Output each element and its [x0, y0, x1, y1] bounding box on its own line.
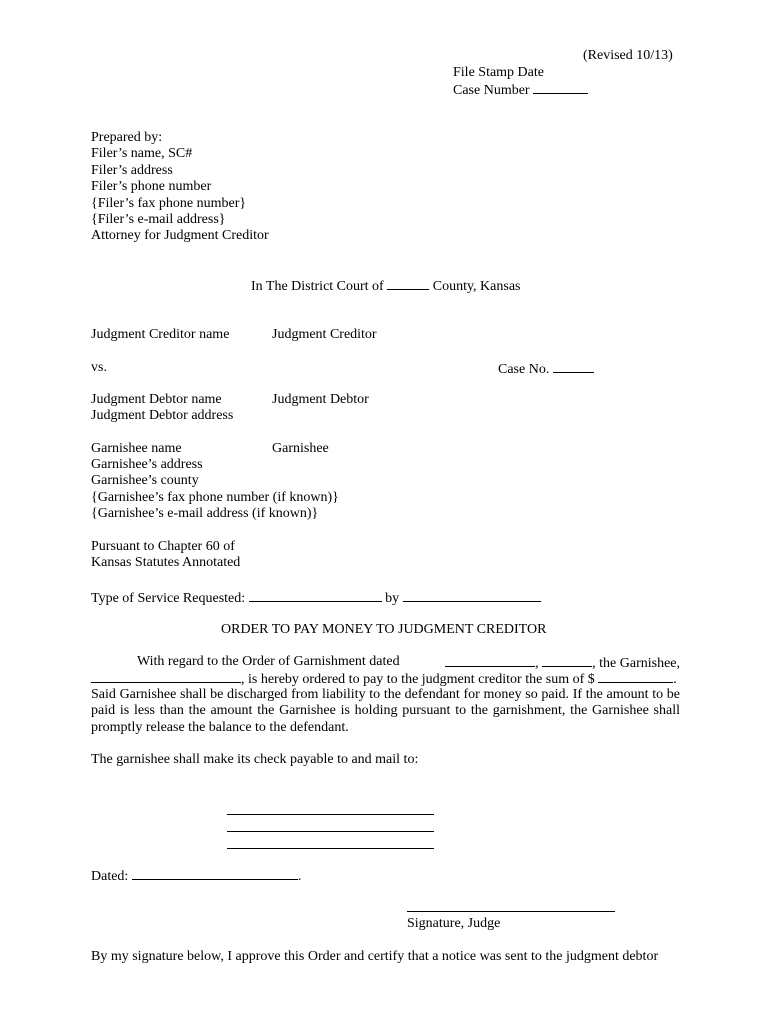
garnishee-name: Garnishee name [91, 441, 182, 456]
filer-address: Filer’s address [91, 163, 173, 178]
payee-line-2[interactable] [227, 831, 434, 832]
statute-line-1: Pursuant to Chapter 60 of [91, 539, 235, 554]
garnishee-address: Garnishee’s address [91, 457, 203, 472]
garnishee-role: Garnishee [272, 441, 329, 456]
payee-line-1[interactable] [227, 814, 434, 815]
service-type-blank[interactable] [249, 589, 382, 602]
order-year-blank[interactable] [542, 654, 592, 667]
order-date-blank[interactable] [445, 654, 535, 667]
the-garnishee-text: , the Garnishee, [592, 656, 680, 671]
dated-blank[interactable] [132, 867, 298, 880]
order-date-blanks: , , the Garnishee, [445, 654, 680, 672]
creditor-role: Judgment Creditor [272, 327, 377, 342]
garnishee-fax: {Garnishee’s fax phone number (if known)} [91, 490, 339, 505]
filer-fax: {Filer’s fax phone number} [91, 196, 247, 211]
prepared-by-heading: Prepared by: [91, 130, 163, 145]
statute-line-2: Kansas Statutes Annotated [91, 555, 241, 570]
body-line-2: , is hereby ordered to pay to the judgment creditor the sum of $ . [91, 670, 677, 688]
sum-blank[interactable] [598, 670, 673, 683]
debtor-address: Judgment Debtor address [91, 408, 234, 423]
payee-line-3[interactable] [227, 848, 434, 849]
service-by: by [385, 591, 400, 606]
case-number-label: Case Number [453, 83, 530, 98]
attorney-line: Attorney for Judgment Creditor [91, 228, 269, 243]
judge-signature-line[interactable] [407, 911, 615, 912]
county-blank[interactable] [387, 277, 429, 290]
filer-name: Filer’s name, SC# [91, 146, 193, 161]
signature-judge-label: Signature, Judge [407, 916, 501, 931]
approval-text: By my signature below, I approve this Order and certify that a notice was sent to the judgment debtor [91, 949, 659, 964]
order-date-prefix: With regard to the Order of Garnishment dated [137, 654, 400, 669]
case-no-line [498, 360, 594, 378]
filer-phone: Filer’s phone number [91, 179, 212, 194]
service-line [91, 589, 541, 607]
court-suffix: County, Kansas [432, 279, 521, 294]
revised-date: (Revised 10/13) [583, 48, 673, 63]
ordered-text: , is hereby ordered to pay to the judgment creditor the sum of $ [241, 672, 595, 687]
payable-instruction: The garnishee shall make its check payable to and mail to: [91, 752, 419, 767]
discharge-paragraph: Said Garnishee shall be discharged from liability to the defendant for money so paid. If the amount to be paid is less than the amount the Garnishee is holding pursuant to the garnishment, the Garnishee shall promptly release the balance to the defendant. [91, 687, 680, 735]
case-number-blank[interactable] [533, 81, 588, 94]
garnishee-blank[interactable] [91, 670, 241, 683]
service-by-blank[interactable] [403, 589, 541, 602]
garnishee-county: Garnishee’s county [91, 473, 199, 488]
dated-label: Dated: [91, 869, 129, 884]
debtor-role: Judgment Debtor [272, 392, 369, 407]
court-heading [251, 277, 521, 295]
case-no-label: Case No. [498, 362, 550, 377]
creditor-name: Judgment Creditor name [91, 327, 230, 342]
dated-line: Dated: . [91, 869, 302, 884]
vs-label: vs. [91, 360, 107, 375]
debtor-name: Judgment Debtor name [91, 392, 222, 407]
case-no-blank[interactable] [553, 360, 594, 373]
court-prefix: In The District Court of [251, 279, 384, 294]
order-title: ORDER TO PAY MONEY TO JUDGMENT CREDITOR [221, 622, 547, 637]
file-stamp-label: File Stamp Date [453, 65, 544, 80]
filer-email: {Filer’s e-mail address} [91, 212, 226, 227]
case-number-line [453, 81, 588, 99]
service-label: Type of Service Requested: [91, 591, 246, 606]
garnishee-email: {Garnishee’s e-mail address (if known)} [91, 506, 319, 521]
